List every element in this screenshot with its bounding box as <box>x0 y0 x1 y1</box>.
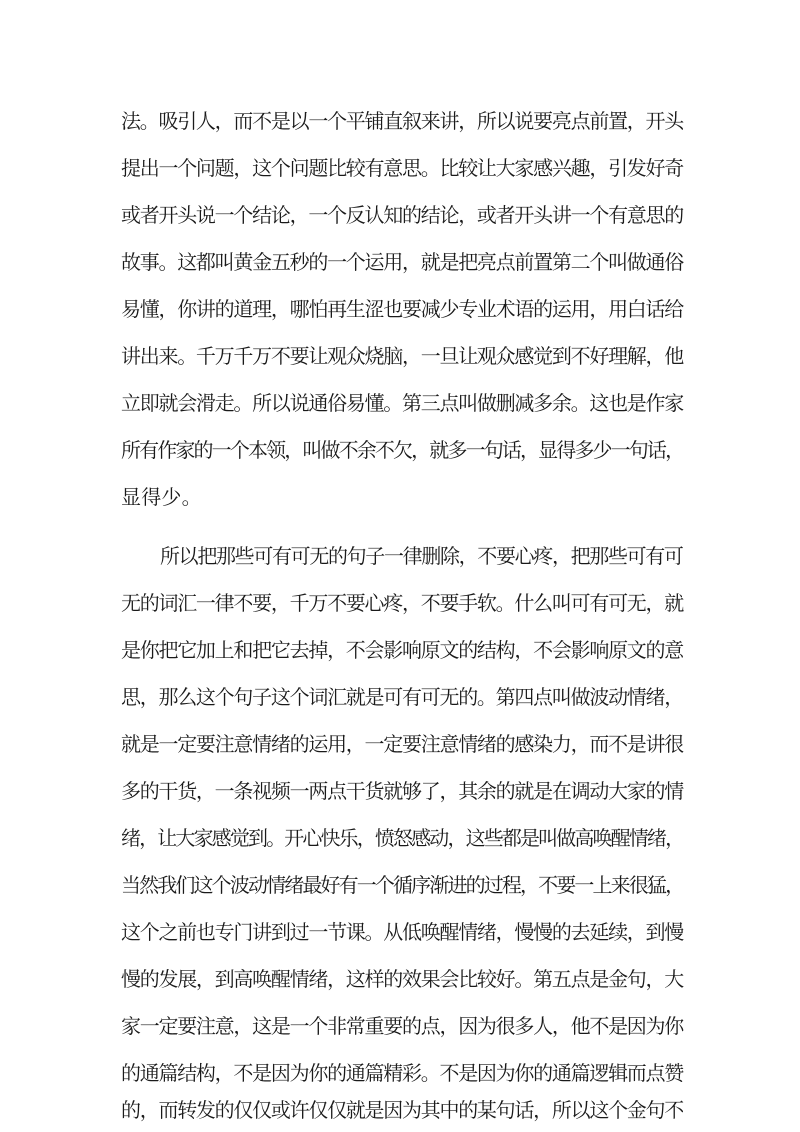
text-line: 易懂，你讲的道理，哪怕再生涩也要减少专业术语的运用，用白话给 <box>121 297 683 321</box>
text-line: 或者开头说一个结论，一个反认知的结论，或者开头讲一个有意思的 <box>121 203 683 227</box>
text-line: 立即就会滑走。所以说通俗易懂。第三点叫做删减多余。这也是作家 <box>121 391 683 415</box>
text-line: 所以把那些可有可无的句子一律删除，不要心疼，把那些可有可 <box>160 544 683 568</box>
text-line: 所有作家的一个本领，叫做不余不欠，就多一句话，显得多少一句话， <box>121 438 684 462</box>
text-line: 的通篇结构，不是因为你的通篇精彩。不是因为你的通篇逻辑而点赞 <box>121 1061 683 1085</box>
text-line: 故事。这都叫黄金五秒的一个运用，就是把亮点前置第二个叫做通俗 <box>121 250 683 274</box>
text-line: 绪，让大家感觉到。开心快乐，愤怒感动，这些都是叫做高唤醒情绪， <box>121 826 684 850</box>
text-line: 的，而转发的仅仅或许仅仅就是因为其中的某句话，所以这个金句不 <box>121 1098 683 1122</box>
text-line: 讲出来。千万千万不要让观众烧脑，一旦让观众感觉到不好理解，他 <box>121 344 683 368</box>
text-line: 多的干货，一条视频一两点干货就够了，其余的就是在调动大家的情 <box>121 779 683 803</box>
text-line: 家一定要注意，这是一个非常重要的点，因为很多人，他不是因为你 <box>121 1014 683 1038</box>
text-line: 法。吸引人，而不是以一个平铺直叙来讲，所以说要亮点前置，开头 <box>121 109 683 133</box>
text-line: 就是一定要注意情绪的运用，一定要注意情绪的感染力，而不是讲很 <box>121 732 683 756</box>
text-line: 提出一个问题，这个问题比较有意思。比较让大家感兴趣，引发好奇 <box>121 156 683 180</box>
text-line: 显得少。 <box>121 485 202 509</box>
text-line: 是你把它加上和把它去掉，不会影响原文的结构，不会影响原文的意 <box>121 638 683 662</box>
text-line: 无的词汇一律不要，千万不要心疼，不要手软。什么叫可有可无，就 <box>121 591 683 615</box>
text-line: 思，那么这个句子这个词汇就是可有可无的。第四点叫做波动情绪， <box>121 685 683 709</box>
text-line: 这个之前也专门讲到过一节课。从低唤醒情绪，慢慢的去延续，到慢 <box>121 920 683 944</box>
text-line: 当然我们这个波动情绪最好有一个循序渐进的过程，不要一上来很猛， <box>121 873 684 897</box>
text-line: 慢的发展，到高唤醒情绪，这样的效果会比较好。第五点是金句，大 <box>121 967 683 991</box>
